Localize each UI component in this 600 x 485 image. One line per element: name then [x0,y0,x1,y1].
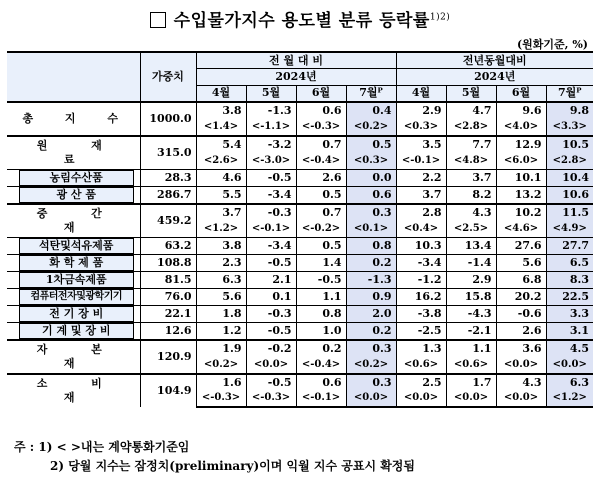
table-row [7,187,593,205]
row-weight: 104.9 [140,374,196,407]
cell: <1.2> [546,391,593,408]
footnote-2: 2) 당월 지수는 잠정치(preliminary)이며 익월 지수 공표시 확정됨 [50,459,415,473]
cell: 11.5 [546,204,593,221]
checkbox-square-icon [150,12,166,28]
cell: 0.3 [346,340,396,357]
cell: <2.6> [196,153,246,169]
unit-label: (원화기준, %) [516,38,588,51]
cell: 10.6 [546,187,593,205]
cell: 0.5 [346,136,396,153]
cell: 6.3 [546,374,593,391]
cell: <-0.1> [246,221,296,237]
cell: 1.6 [196,374,246,391]
cell: 2.8 [396,204,446,221]
cell: <0.3> [396,119,446,136]
cell: <-1.1> [246,119,296,136]
cell: <4.9> [546,221,593,237]
table-row [7,289,593,306]
row-label: 자 본 재 [7,340,140,374]
cell: <0.3> [346,153,396,169]
cell: 15.8 [446,289,496,306]
cell: -3.4 [246,238,296,255]
table-row [7,238,593,255]
cell: <0.6> [446,357,496,374]
cell: <0.0> [346,391,396,408]
cell: 0.9 [346,289,396,306]
cell: -0.2 [246,340,296,357]
cell: 2.0 [346,306,396,323]
header-yoy: 전년동월대비 [396,52,593,69]
cell: 0.3 [346,374,396,391]
cell: 4.3 [446,204,496,221]
cell: -1.3 [346,272,396,289]
header-month: 4월 [196,85,246,102]
cell: -1.3 [246,102,296,119]
cell: 10.1 [496,170,546,187]
cell: 2.9 [396,102,446,119]
cell: 0.6 [296,374,346,391]
cell: <-0.3> [246,391,296,408]
cell: 1.9 [196,340,246,357]
cell: <0.4> [396,221,446,237]
table-row [7,272,593,289]
cell: 2.1 [246,272,296,289]
cell: 1.1 [296,289,346,306]
cell: 9.8 [546,102,593,119]
cell: -3.8 [396,306,446,323]
header-month: 5월 [246,85,296,102]
header-year-mom: 2024년 [196,69,396,85]
cell: 5.6 [196,289,246,306]
cell: <0.2> [196,357,246,374]
cell: 0.5 [296,238,346,255]
table-row [7,374,593,391]
cell: 6.8 [496,272,546,289]
cell: 6.5 [546,255,593,272]
cell: <6.0> [496,153,546,169]
cell: -0.6 [496,306,546,323]
cell: -0.5 [296,272,346,289]
header-year-yoy: 2024년 [396,69,593,85]
cell: <2.8> [546,153,593,169]
cell: <0.1> [346,221,396,237]
table-row [7,204,593,221]
cell: 1.1 [446,340,496,357]
cell: <3.3> [546,119,593,136]
cell: <0.0> [496,391,546,408]
header-month: 5월 [446,85,496,102]
header-month: 6월 [496,85,546,102]
header-month: 7월ᴾ [546,85,593,102]
cell: 3.1 [546,323,593,341]
cell: <2.8> [446,119,496,136]
cell: -1.4 [446,255,496,272]
row-weight: 108.8 [140,255,196,272]
table-row [7,340,593,357]
row-label: 소 비 재 [7,374,140,407]
cell: 0.2 [296,340,346,357]
cell: -0.5 [246,374,296,391]
cell: 8.3 [546,272,593,289]
cell: -4.3 [446,306,496,323]
cell: 27.7 [546,238,593,255]
table-row [7,255,593,272]
title-text: 수입물가지수 용도별 분류 등락률 [173,11,430,31]
row-label: 화 학 제 품 [7,255,140,272]
cell: 3.5 [396,136,446,153]
cell: 5.5 [196,187,246,205]
cell: <-0.4> [296,357,346,374]
price-index-table [7,51,593,408]
row-label: 전 기 장 비 [7,306,140,323]
cell: 0.7 [296,136,346,153]
cell: -1.2 [396,272,446,289]
cell: 13.2 [496,187,546,205]
cell: <2.5> [446,221,496,237]
cell: 20.2 [496,289,546,306]
cell: <-0.1> [296,391,346,408]
table-row [7,102,593,119]
cell: 5.6 [496,255,546,272]
cell: -3.2 [246,136,296,153]
row-weight: 120.9 [140,340,196,374]
cell: -0.5 [246,323,296,341]
cell: <-0.1> [396,153,446,169]
footnote-1: 주 : 1) < >내는 계약통화기준임 [14,440,190,454]
cell: 0.1 [246,289,296,306]
cell: 4.3 [496,374,546,391]
cell: <0.0> [546,357,593,374]
cell: 2.2 [396,170,446,187]
table-row [7,136,593,153]
header-mom: 전 월 대 비 [196,52,396,69]
cell: <1.2> [196,221,246,237]
cell: <4.6> [496,221,546,237]
cell: <-0.3> [196,391,246,408]
cell: 2.9 [446,272,496,289]
row-label: 광 산 품 [7,187,140,205]
cell: -0.5 [246,255,296,272]
table-row [7,306,593,323]
cell: <0.2> [346,119,396,136]
cell: 3.8 [196,102,246,119]
row-weight: 12.6 [140,323,196,341]
footnotes [14,438,415,476]
cell: 4.6 [196,170,246,187]
cell: 1.7 [446,374,496,391]
cell: 4.7 [446,102,496,119]
cell: 2.6 [296,170,346,187]
cell: 3.7 [396,187,446,205]
row-weight: 22.1 [140,306,196,323]
header-row-groups [7,52,593,69]
row-label: 중 간 재 [7,204,140,238]
cell: 8.2 [446,187,496,205]
cell: 0.8 [296,306,346,323]
cell: 13.4 [446,238,496,255]
cell: <0.0> [446,391,496,408]
cell: 10.2 [496,204,546,221]
cell: 12.9 [496,136,546,153]
cell: 0.8 [346,238,396,255]
cell: <1.4> [196,119,246,136]
cell: -2.1 [446,323,496,341]
cell: 3.7 [446,170,496,187]
row-label: 원 재 료 [7,136,140,170]
cell: 1.4 [296,255,346,272]
cell: 1.0 [296,323,346,341]
cell: <-0.2> [296,221,346,237]
cell: 5.4 [196,136,246,153]
cell: 6.3 [196,272,246,289]
cell: 10.3 [396,238,446,255]
header-month: 4월 [396,85,446,102]
cell: 0.3 [346,204,396,221]
cell: 0.7 [296,204,346,221]
cell: 7.7 [446,136,496,153]
document-title [0,6,600,31]
cell: -2.5 [396,323,446,341]
cell: <0.0> [496,357,546,374]
header-month: 7월ᴾ [346,85,396,102]
cell: -0.3 [246,204,296,221]
cell: -0.3 [246,306,296,323]
cell: -0.5 [246,170,296,187]
cell: 10.5 [546,136,593,153]
cell: <0.0> [396,391,446,408]
row-label: 컴퓨터전자및광학기기 [7,289,140,306]
cell: 0.6 [296,102,346,119]
row-weight: 63.2 [140,238,196,255]
cell: <4.8> [446,153,496,169]
cell: 0.2 [346,323,396,341]
row-label: 총 지 수 [7,102,140,136]
cell: <0.6> [396,357,446,374]
row-weight: 76.0 [140,289,196,306]
row-weight: 81.5 [140,272,196,289]
row-label: 석탄및석유제품 [7,238,140,255]
cell: 1.8 [196,306,246,323]
cell: -3.4 [396,255,446,272]
cell: 10.4 [546,170,593,187]
header-blank [7,52,140,102]
cell: 3.6 [496,340,546,357]
cell: 27.6 [496,238,546,255]
table-row [7,170,593,187]
row-weight: 459.2 [140,204,196,238]
cell: 0.5 [296,187,346,205]
header-month: 6월 [296,85,346,102]
cell: 3.3 [546,306,593,323]
row-label: 기 계 및 장 비 [7,323,140,341]
row-weight: 315.0 [140,136,196,170]
row-weight: 28.3 [140,170,196,187]
cell: 22.5 [546,289,593,306]
cell: <-3.0> [246,153,296,169]
cell: 1.2 [196,323,246,341]
cell: 0.2 [346,255,396,272]
cell: 2.3 [196,255,246,272]
row-weight: 286.7 [140,187,196,205]
cell: <4.0> [496,119,546,136]
cell: <0.0> [246,357,296,374]
cell: -3.4 [246,187,296,205]
header-weight: 가중치 [140,52,196,102]
cell: 9.6 [496,102,546,119]
cell: 4.5 [546,340,593,357]
cell: 16.2 [396,289,446,306]
title-footnote-mark: 1)2) [429,12,451,23]
cell: <-0.4> [296,153,346,169]
row-label: 1차금속제품 [7,272,140,289]
cell: 0.0 [346,170,396,187]
row-weight: 1000.0 [140,102,196,136]
cell: 3.7 [196,204,246,221]
cell: 3.8 [196,238,246,255]
table-row [7,323,593,341]
cell: 1.3 [396,340,446,357]
cell: <-0.3> [296,119,346,136]
cell: 0.6 [346,187,396,205]
cell: <0.2> [346,357,396,374]
cell: 0.4 [346,102,396,119]
row-label: 농림수산품 [7,170,140,187]
cell: 2.5 [396,374,446,391]
cell: 2.6 [496,323,546,341]
